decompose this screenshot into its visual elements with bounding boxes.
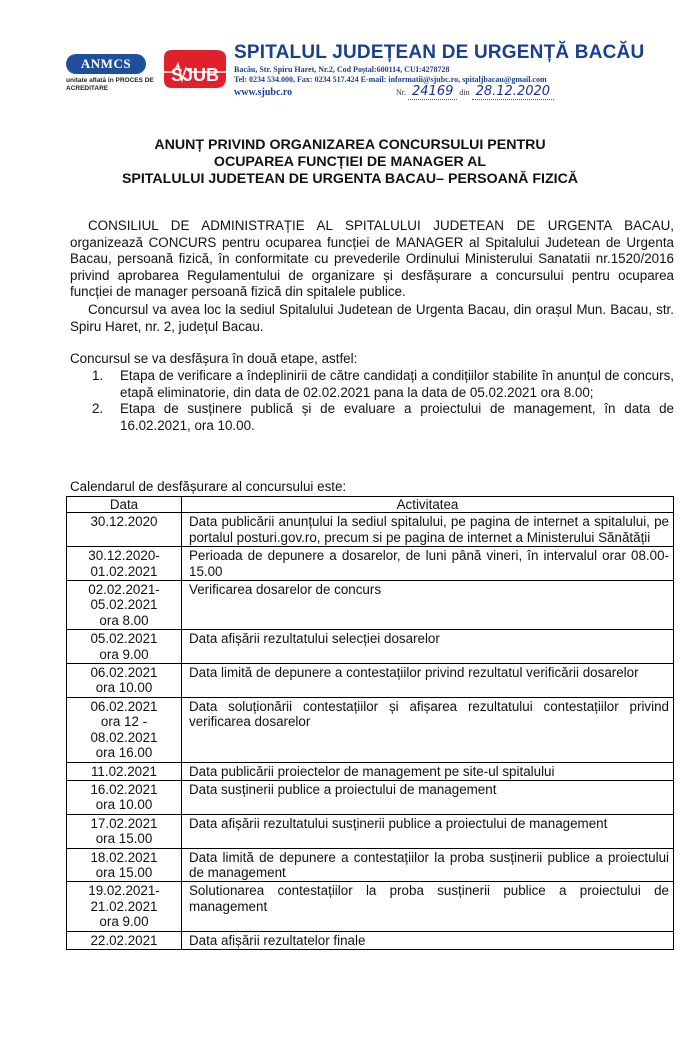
column-header-date: Data	[67, 497, 182, 513]
date-cell	[67, 630, 182, 664]
date-line: 30.12.2020	[90, 514, 158, 530]
date-line: ora 12 -	[100, 714, 148, 730]
title-line-2: OCUPAREA FUNCȚIEI DE MANAGER AL	[213, 154, 487, 170]
table-header-row	[67, 497, 674, 513]
title-line-1: ANUNȚ PRIVIND ORGANIZAREA CONCURSULUI PENTRU	[154, 137, 546, 153]
hospital-contact: Tel: 0234 534.000, Fax: 0234 517.424 E-mail: informatii@sjubc.ro, spitaljbacau@gmail.com	[234, 75, 547, 84]
hospital-name: SPITALUL JUDEȚEAN DE URGENȚĂ BACĂU	[234, 42, 645, 63]
activity-cell: Data susținerii publice a proiectului de management	[182, 780, 674, 814]
date-cell	[67, 762, 182, 780]
date-cell	[67, 581, 182, 630]
title-line-3: SPITALULUI JUDETEAN DE URGENTA BACAU– PERSOANĂ FIZICĂ	[121, 171, 579, 187]
date-line: ora 9.00	[99, 646, 149, 662]
date-line: 16.02.2021	[90, 781, 158, 797]
date-line: ora 15.00	[95, 831, 153, 847]
table-row	[67, 581, 674, 630]
table-row	[67, 664, 674, 698]
date-line: 22.02.2021	[90, 932, 158, 948]
date-line: 30.12.2020-	[88, 548, 160, 564]
table-row	[67, 547, 674, 581]
date-cell	[67, 814, 182, 848]
reg-date: 28.12.2020	[472, 84, 554, 100]
table-row	[67, 814, 674, 848]
date-line: ora 10.00	[95, 797, 153, 813]
stage-item	[92, 368, 674, 401]
date-cell	[67, 882, 182, 931]
reg-label: Nr.	[396, 88, 406, 97]
letterhead	[66, 40, 666, 102]
table-row	[67, 630, 674, 664]
activity-cell: Perioada de depunere a dosarelor, de luni până vineri, în intervalul orar 08.00-15.00	[182, 547, 674, 581]
date-line: 05.02.2021	[90, 631, 158, 647]
registration-stamp	[396, 84, 554, 99]
date-cell	[67, 848, 182, 882]
anmcs-logo-mark: ANMCS	[66, 54, 146, 74]
activity-cell: Data publicării anunțului la sediul spitalului, pe pagina de internet a spitalului, pe portalul posturi.gov.ro, precum si pe pagina de internet a Ministerului Sănătății	[182, 513, 674, 547]
date-line: 17.02.2021	[90, 815, 158, 831]
reg-number: 24169	[408, 84, 457, 100]
stage-number: 1.	[92, 368, 104, 383]
date-line: 21.02.2021	[90, 898, 158, 914]
table-row	[67, 882, 674, 931]
anmcs-logo	[66, 54, 158, 93]
stage-item	[92, 401, 674, 434]
table-row	[67, 513, 674, 547]
date-cell	[67, 664, 182, 698]
date-line: 11.02.2021	[90, 763, 158, 779]
document-title	[60, 137, 640, 188]
activity-cell: Data publicării proiectelor de management pe site-ul spitalului	[182, 762, 674, 780]
stage-number: 2.	[92, 401, 104, 417]
hospital-address: Bacău, Str. Spiru Haret, Nr.2, Cod Poștal:600114, CUI:4278728	[234, 65, 450, 74]
activity-cell: Verificarea dosarelor de concurs	[182, 581, 674, 630]
date-line: 18.02.2021	[90, 849, 158, 865]
paragraph-stages-intro: Concursul se va desfășura în două etape, astfel:	[70, 351, 358, 366]
calendar-table	[66, 496, 674, 950]
date-line: 01.02.2021	[90, 563, 158, 579]
date-line: ora 9.00	[99, 914, 149, 930]
reg-date-label: din	[459, 88, 470, 97]
date-line: 05.02.2021	[90, 597, 158, 613]
activity-cell: Data afișării rezultatului susținerii publice a proiectului de management	[182, 814, 674, 848]
table-row	[67, 931, 674, 949]
calendar-table-body	[67, 513, 674, 950]
stage-text: Etapa de susținere publică și de evaluare a proiectului de management, în data de 16.02.2021, ora 10.00.	[120, 401, 674, 433]
date-cell	[67, 513, 182, 547]
activity-cell: Data afișării rezultatelor finale	[182, 931, 674, 949]
activity-cell: Data limită de depunere a contestațiilor privind rezultatul verificării dosarelor	[182, 664, 674, 698]
date-line: ora 10.00	[95, 680, 153, 696]
table-row	[67, 848, 674, 882]
date-line: 06.02.2021	[90, 698, 158, 714]
sjub-logo-text: SJUB	[170, 65, 220, 85]
anmcs-caption: unitate aflată în PROCES DE ACREDITARE	[66, 77, 154, 92]
paragraph-location: Concursul va avea loc la sediul Spitalului Judetean de Urgenta Bacau, din orașul Mun. Bacau, str. Spiru Haret, nr. 2, județul Bacau.	[70, 302, 674, 334]
date-line: 02.02.2021-	[88, 582, 160, 598]
date-cell	[67, 931, 182, 949]
paragraph-organizer: CONSILIUL DE ADMINISTRAȚIE AL SPITALULUI JUDETEAN DE URGENTA BACAU, organizează CONCURS pentru ocuparea funcției de MANAGER al Spitalului Judetean de Urgenta Bacau, persoană fizică, în conformitate cu prevederile Ordinului Ministerului Sanatatii nr.1520/2016 privind aprobarea Regulamentului de organizare și desfășurare a concursului pentru ocuparea funcției de manager persoană fizică din spitalele publice.	[70, 218, 674, 300]
table-row	[67, 762, 674, 780]
stage-text: Etapa de verificare a îndeplinirii de către candidați a condițiilor stabilite în anunțul de concurs, etapă eliminatorie, din data de 02.02.2021 pana la data de 05.02.2021 ora 8.00;	[120, 368, 674, 400]
activity-cell: Solutionarea contestațiilor la proba susținerii publice a proiectului de management	[182, 882, 674, 931]
activity-cell: Data soluționării contestațiilor și afișarea rezultatului contestațiilor privind verificarea dosarelor	[182, 697, 674, 762]
activity-cell: Data afișării rezultatului selecției dosarelor	[182, 630, 674, 664]
stages-list	[92, 368, 674, 434]
date-line: 19.02.2021-	[88, 883, 160, 899]
paragraph-calendar-intro: Calendarul de desfășurare al concursului este:	[70, 479, 347, 494]
date-line: ora 8.00	[99, 612, 149, 628]
date-cell	[67, 547, 182, 581]
date-line: 06.02.2021	[90, 665, 158, 681]
hospital-website: www.sjubc.ro	[234, 87, 293, 98]
date-cell	[67, 697, 182, 762]
table-row	[67, 697, 674, 762]
date-line: 08.02.2021	[90, 729, 158, 745]
date-cell	[67, 780, 182, 814]
date-line: ora 16.00	[95, 745, 153, 761]
activity-cell: Data limită de depunere a contestațiilor la proba susținerii publice a proiectului de management	[182, 848, 674, 882]
column-header-activity: Activitatea	[182, 497, 674, 513]
sjub-logo	[160, 48, 232, 92]
table-row	[67, 780, 674, 814]
date-line: ora 15.00	[95, 864, 153, 880]
